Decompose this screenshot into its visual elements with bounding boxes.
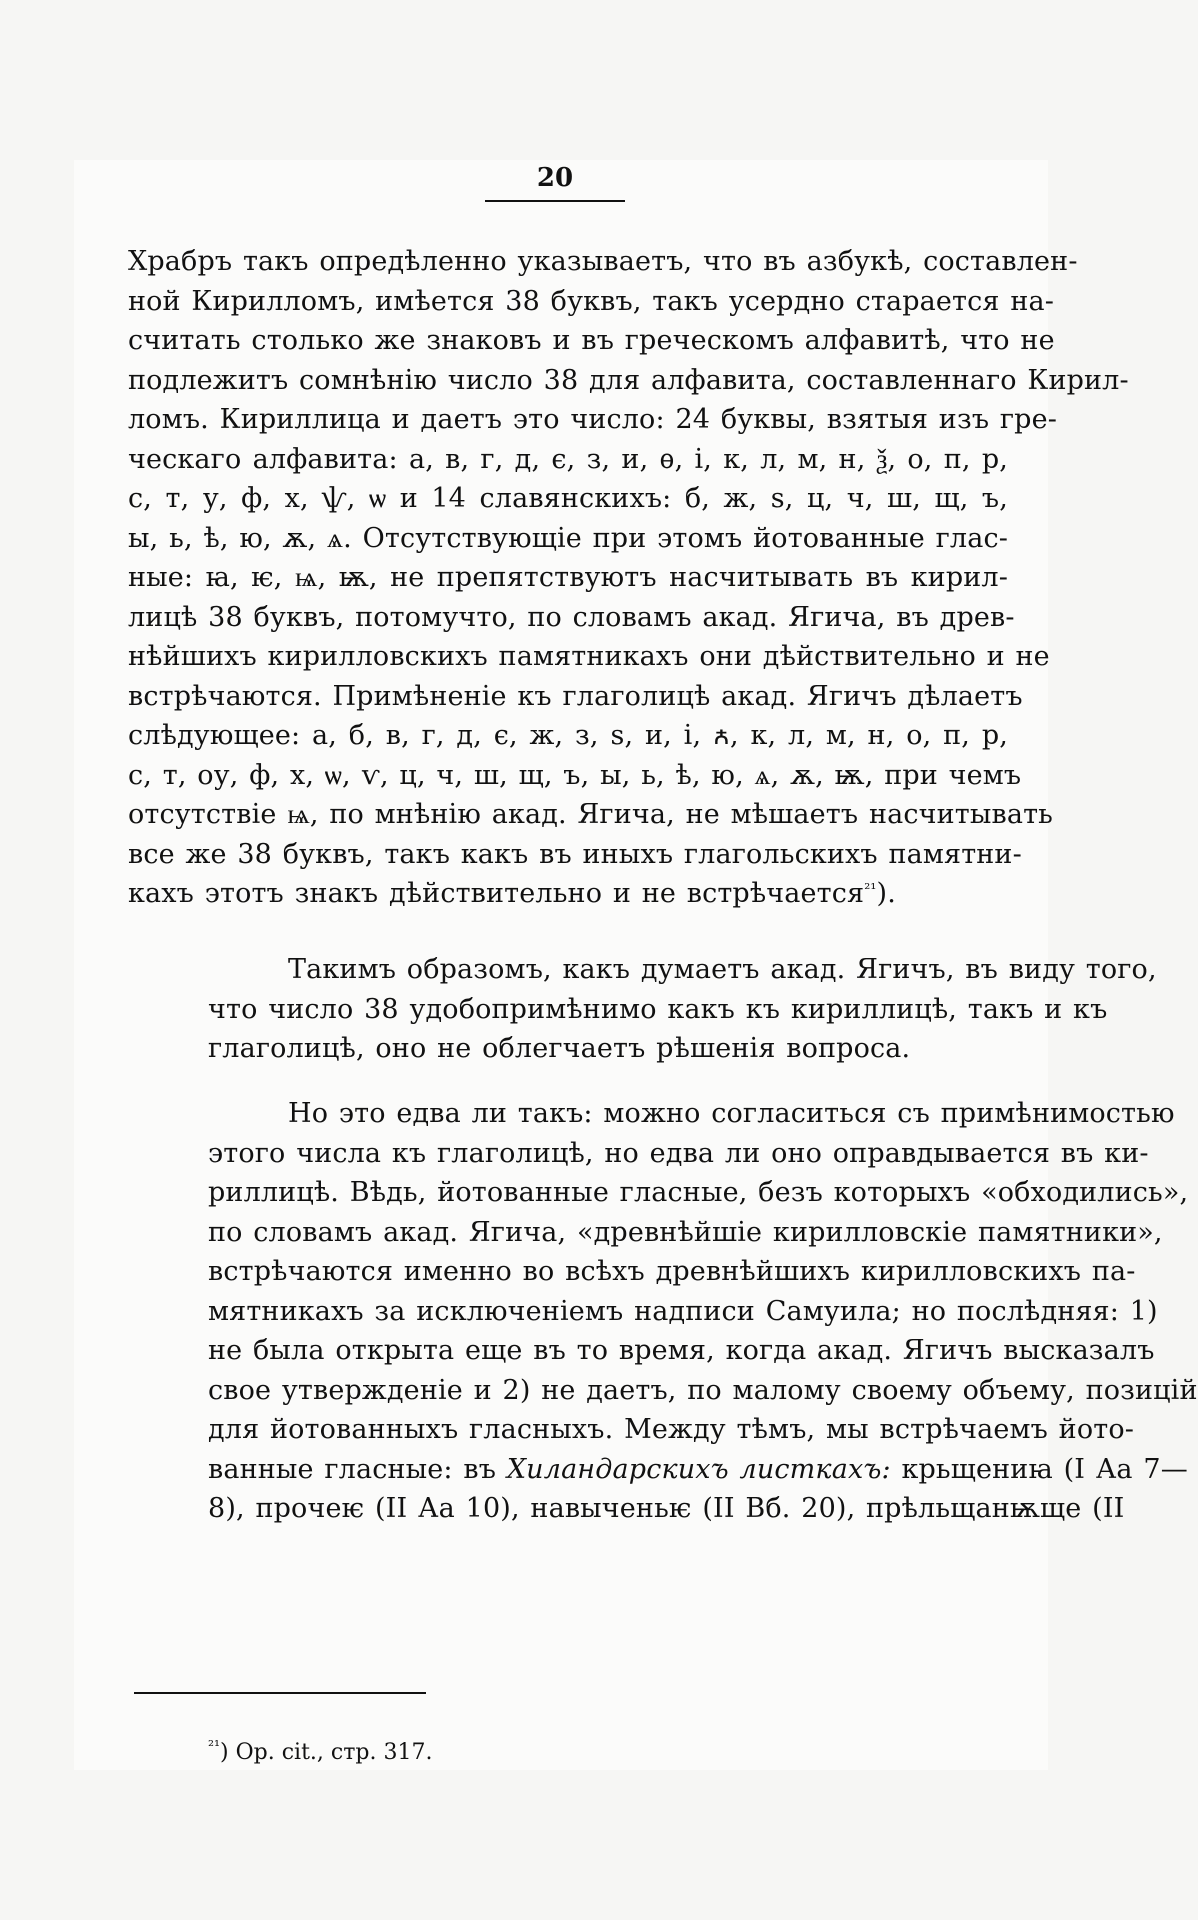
- paragraph-1-line: встрѣчаются. Примѣненіе къ глаголицѣ акад. Ягичъ дѣлаетъ: [128, 680, 1023, 712]
- paragraph-1-line: с, т, у, ф, х, ѱ, ѡ и 14 славянскихъ: б, ж, ѕ, ц, ч, ш, щ, ъ,: [128, 483, 1008, 514]
- paragraph-2-line: Такимъ образомъ, какъ думаетъ акад. Ягичъ, въ виду того,: [288, 954, 1157, 985]
- paragraph-3-line: риллицѣ. Вѣдь, йотованные гласные, безъ которыхъ «обходились»,: [208, 1177, 1189, 1208]
- paragraph-1-line: ломъ. Кириллица и даетъ это число: 24 буквы, взятыя изъ гре-: [128, 404, 1058, 435]
- footnote-rule: [134, 1692, 426, 1694]
- paragraph-2-line: что число 38 удобопримѣнимо какъ къ кириллицѣ, такъ и къ: [208, 993, 1108, 1025]
- paragraph-1-line: ческаго алфавита: а, в, г, д, є, з, и, ѳ, і, к, л, м, н, ѯ, о, п, р,: [128, 443, 1008, 475]
- paragraph-3-line: по словамъ акад. Ягича, «древнѣйшіе кирилловскіе памятники»,: [208, 1216, 1163, 1248]
- paragraph-1-line: все же 38 буквъ, такъ какъ въ иныхъ глагольскихъ памятни-: [128, 838, 1022, 870]
- paragraph-1-line: ной Кирилломъ, имѣется 38 буквъ, такъ усердно старается на-: [128, 285, 1054, 317]
- paragraph-3-line: для йотованныхъ гласныхъ. Между тѣмъ, мы встрѣчаемъ йото-: [208, 1414, 1134, 1445]
- paragraph-3-line: не была открыта еще въ то время, когда акад. Ягичъ высказалъ: [208, 1335, 1155, 1366]
- footnote-text: ) Op. cit., стр. 317.: [220, 1740, 433, 1765]
- paragraph-3-line: этого числа къ глаголицѣ, но едва ли оно оправдывается въ ки-: [208, 1137, 1149, 1169]
- paragraph-3-line: встрѣчаются именно во всѣхъ древнѣйшихъ кирилловскихъ па-: [208, 1256, 1136, 1287]
- paragraph-1-line: Храбръ такъ опредѣленно указываетъ, что въ азбукѣ, составлен-: [128, 246, 1078, 277]
- paragraph-1-line: слѣдующее: а, б, в, г, д, є, ж, з, ѕ, и, і, ꙉ, к, л, м, н, о, п, р,: [128, 720, 1008, 751]
- hilandar-leaves-title: Хиландарскихъ листкахъ:: [506, 1453, 891, 1485]
- paragraph-1-line: ы, ь, ѣ, ю, ѫ, ѧ. Отсутствующіе при этомъ йотованные глас-: [128, 522, 1008, 554]
- paragraph-3-line-10: [128, 1450, 1188, 1490]
- footnote: [208, 1738, 432, 1768]
- footnote-marker: ²¹: [208, 1737, 221, 1755]
- paragraph-1-line: ные: ꙗ, ѥ, ѩ, ѭ, не препятствуютъ насчитывать въ кирил-: [128, 562, 1008, 593]
- paragraph-1-line: подлежитъ сомнѣнію число 38 для алфавита, составленнаго Кирил-: [128, 364, 1129, 396]
- paragraph-3-line-10-suffix: крьщениꙗ (I Аа 7—: [890, 1453, 1188, 1485]
- paragraph-1-line: нѣйшихъ кирилловскихъ памятникахъ они дѣйствительно и не: [128, 641, 1050, 672]
- paragraph-1-line: с, т, оу, ф, х, ѡ, ѵ, ц, ч, ш, щ, ъ, ы, ь, ѣ, ю, ѧ, ѫ, ѭ, при чемъ: [128, 759, 1022, 791]
- paragraph-1: [128, 242, 1129, 914]
- page-number: 20: [536, 163, 574, 193]
- paragraph-1-last-line-text: кахъ этотъ знакъ дѣйствительно и не встрѣчается: [128, 878, 865, 909]
- paragraph-3-line: Но это едва ли такъ: можно согласиться съ примѣнимостью: [288, 1098, 1175, 1129]
- paragraph-3: [128, 1094, 1198, 1529]
- page-number-rule: [485, 200, 625, 202]
- paragraph-1-line: отсутствіе ѩ, по мнѣнію акад. Ягича, не мѣшаетъ насчитывать: [128, 799, 1054, 830]
- paragraph-3-line-11: 8), прочеѥ (II Аа 10), навыченьѥ (II Вб. 20), прѣльщанѭще (II: [208, 1493, 1125, 1524]
- paragraph-1-closing: ).: [876, 878, 896, 909]
- paragraph-3-line: мятникахъ за исключеніемъ надписи Самуила; но послѣдняя: 1): [208, 1295, 1158, 1327]
- paragraph-1-last-line: [128, 874, 1008, 914]
- paragraph-2-line: глаголицѣ, оно не облегчаетъ рѣшенія вопроса.: [208, 1033, 911, 1064]
- footnote-reference: ²¹: [864, 880, 877, 898]
- paragraph-1-line: считать столько же знаковъ и въ греческомъ алфавитѣ, что не: [128, 325, 1055, 356]
- paragraph-3-line: свое утвержденіе и 2) не даетъ, по малому своему объему, позицій: [208, 1374, 1198, 1406]
- paragraph-3-line-10-prefix: ванные гласные: въ: [208, 1453, 507, 1485]
- paragraph-1-line: лицѣ 38 буквъ, потомучто, по словамъ акад. Ягича, въ древ-: [128, 601, 1015, 633]
- paragraph-2: [128, 950, 1157, 1069]
